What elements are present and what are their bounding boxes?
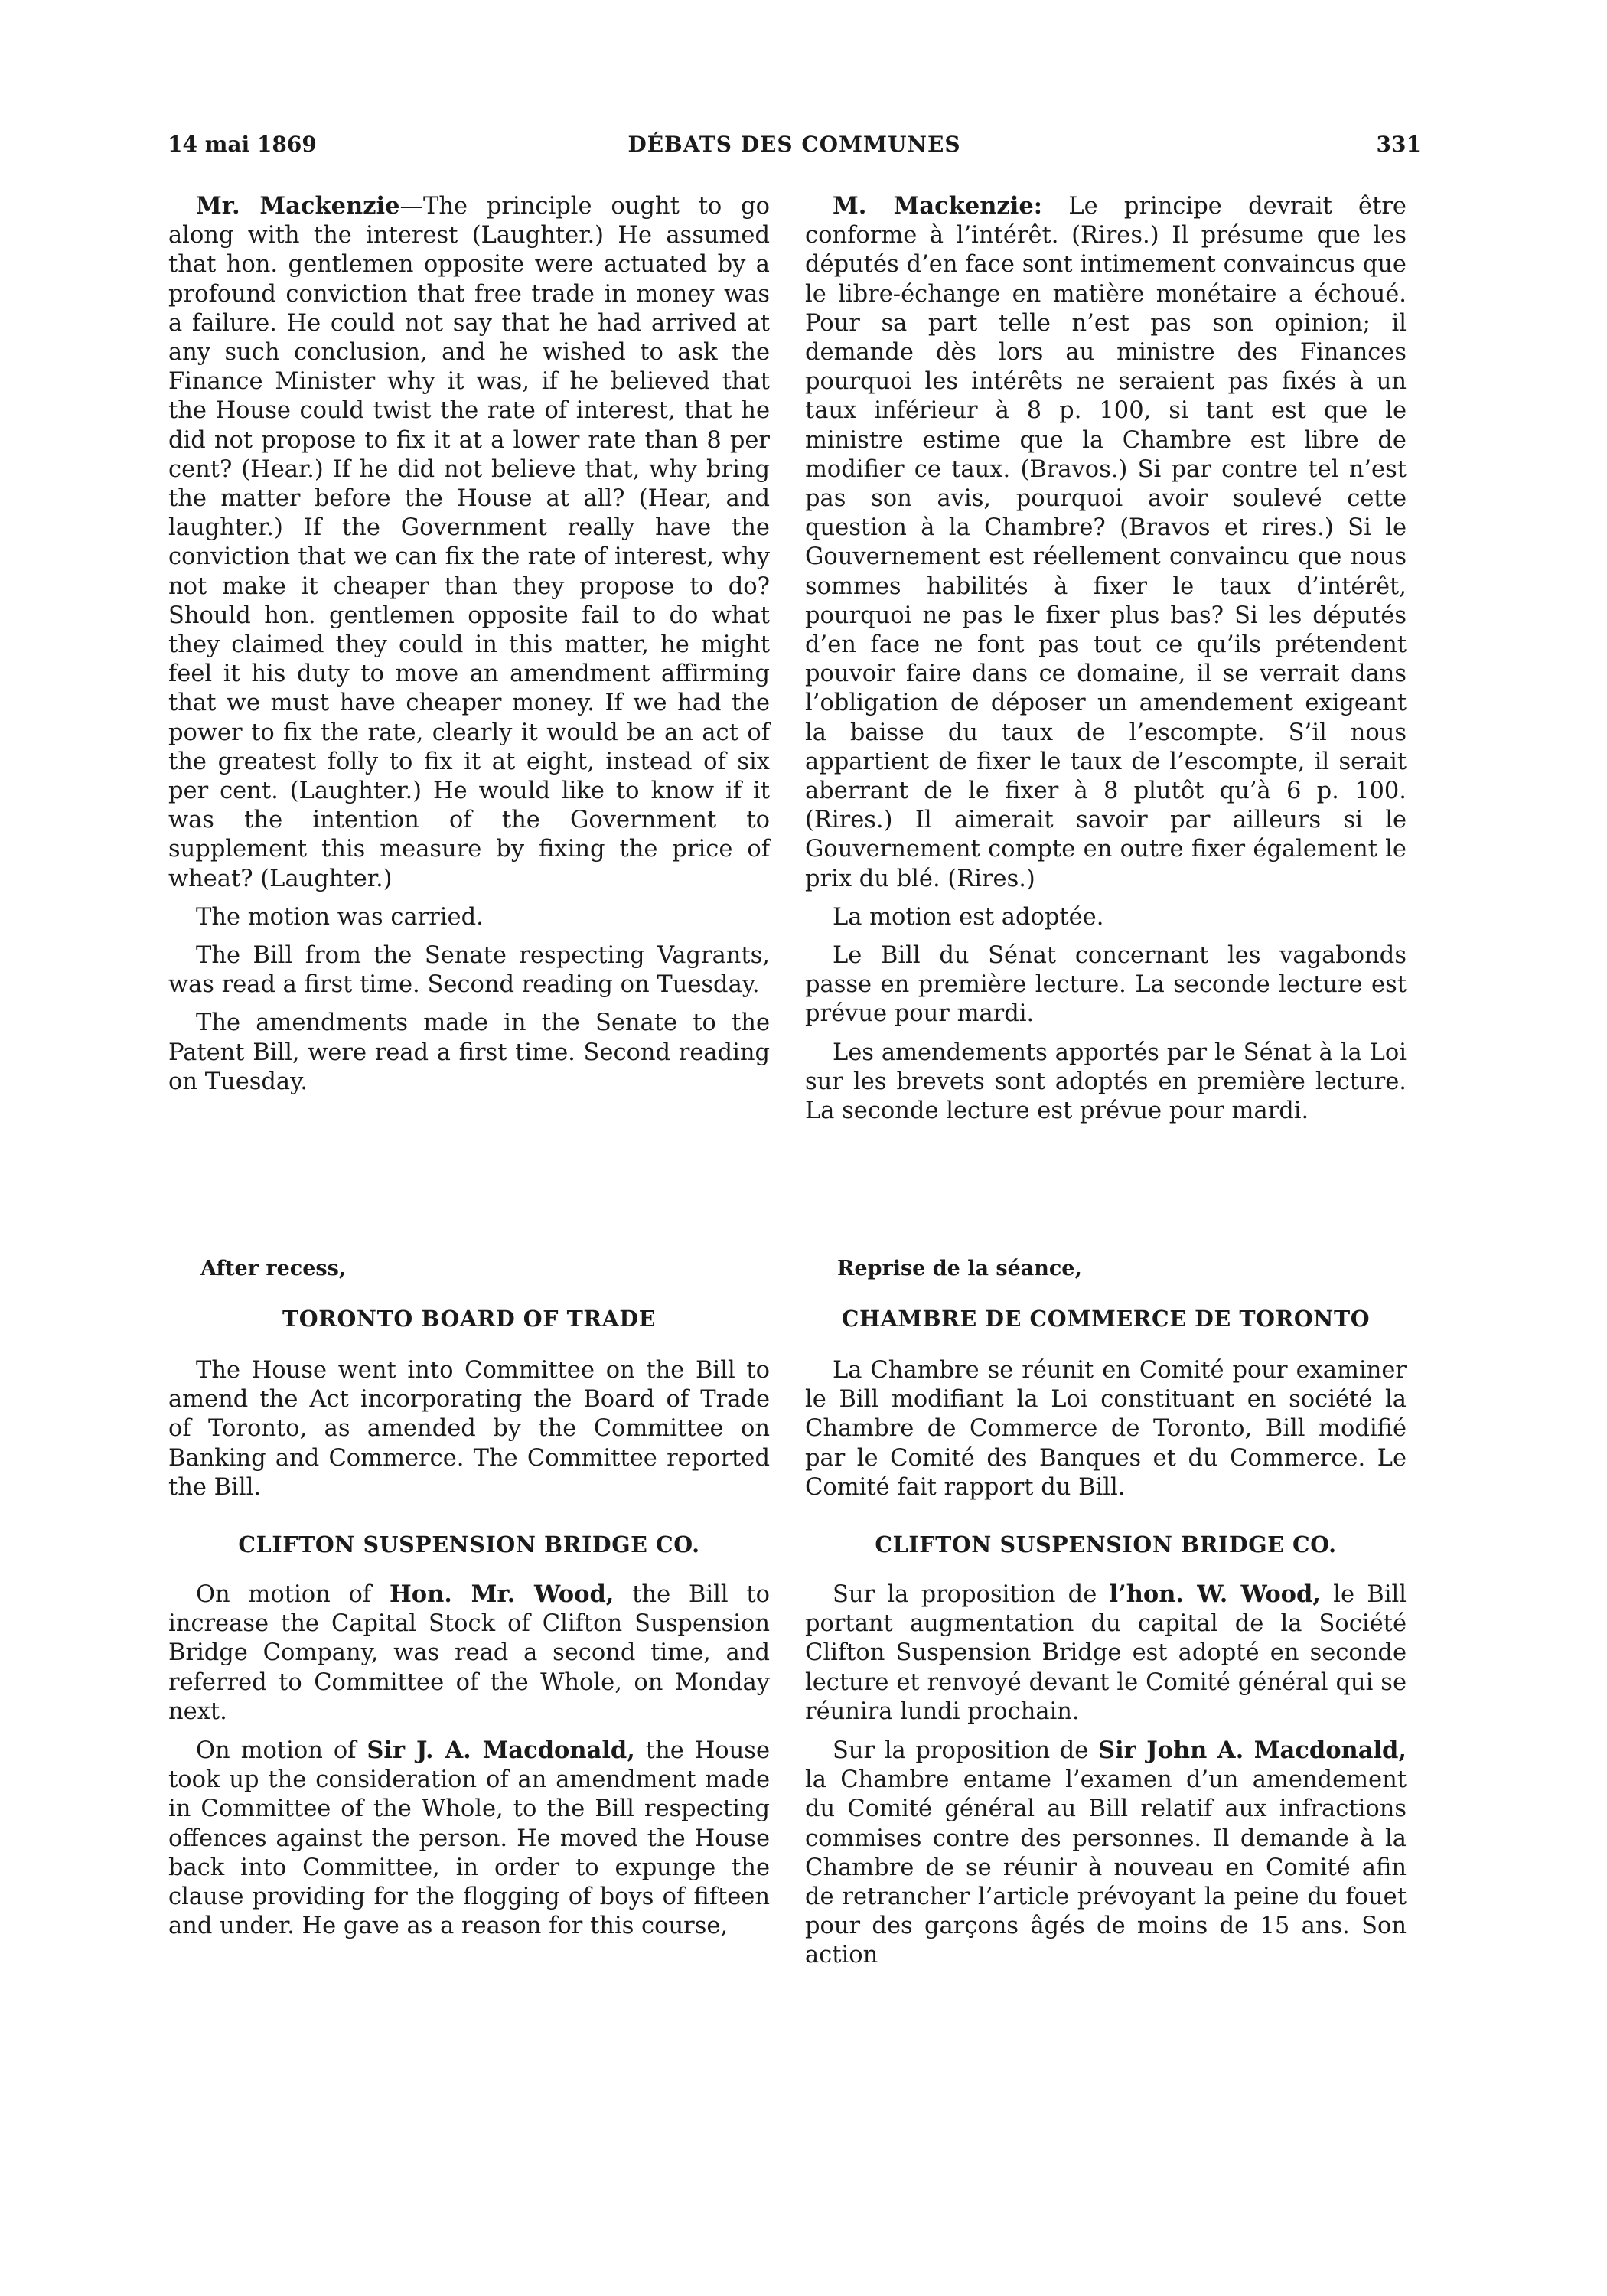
member-name: Hon. Mr. Wood, (389, 1580, 614, 1608)
recess-label-fr: Reprise de la séance, (837, 1257, 1082, 1280)
paragraph-text: On motion of (196, 1581, 390, 1608)
paragraph (805, 1736, 1407, 1971)
section-text-en (168, 1356, 770, 1512)
recess-label-en: After recess, (200, 1257, 347, 1280)
paragraph: The amendments made in the Senate to the Patent Bill, were read a first time. Second reading on Tuesday. (168, 1009, 770, 1095)
header-date: 14 mai 1869 (168, 132, 317, 157)
member-name: l’hon. W. Wood, (1109, 1580, 1321, 1608)
paragraph: La motion est adoptée. (833, 903, 1104, 931)
paragraph-text: le Bill portant augmentation du capital de la Société Clifton Suspension Bridge est adopté en seconde lecture et renvoyé devant le Comité général qui se réunira lundi prochain. (805, 1581, 1407, 1725)
section-heading-en: TORONTO BOARD OF TRADE (282, 1306, 657, 1332)
paragraph (805, 191, 1407, 894)
paragraph (168, 1580, 770, 1727)
header-title: DÉBATS DES COMMUNES (627, 132, 961, 157)
paragraph-text: On motion of (196, 1737, 367, 1765)
right-column-top (805, 191, 1407, 1135)
member-name: Sir J. A. Macdonald, (367, 1737, 635, 1765)
left-column-top (168, 191, 770, 1106)
section-heading-fr: CLIFTON SUSPENSION BRIDGE CO. (875, 1531, 1337, 1557)
paragraph-text: —The principle ought to go along with the interest (Laughter.) He assumed that hon. gentlemen opposite were actuated by a profound conviction that free trade in money was a failure. He could not say that he had arrived at any such conclusion, and he wished to ask the Finance Minister why it was, if he believed that the House could twist the rate of interest, that he did not propose to fix it at a lower rate than 8 per cent? (Hear.) If he did not believe that, why bring the matter before the House at all? (Hear, and laughter.) If the Government really have the conviction that we can fix the rate of interest, why not make it cheaper than they propose to do? Should hon. gentlemen opposite fail to do what they claimed they could in this matter, he might feel it his duty to move an amendment affirming that we must have cheaper money. If we had the power to fix the rate, clearly it would be an act of the greatest folly to fix it at eight, instead of six per cent. (Laughter.) He would like to know if it was the intention of the Government to supplement this measure by fixing the price of wheat? (Laughter.) (168, 193, 771, 892)
paragraph (168, 191, 770, 894)
paragraph-text: la Chambre entame l’examen d’un amendement du Comité général au Bill relatif aux infractions commises contre des personnes. Il demande à la Chambre de se réunir à nouveau en Comité afin de retrancher l’article prévoyant la peine du fouet pour des garçons âgés de moins de 15 ans. Son action (805, 1766, 1407, 1969)
speaker-name: M. Mackenzie: (833, 192, 1042, 220)
paragraph: Le Bill du Sénat concernant les vagabonds passe en première lecture. La seconde lecture est prévue pour mardi. (805, 942, 1407, 1028)
paragraph-text: the Bill to increase the Capital Stock of Clifton Suspension Bridge Company, was read a second time, and referred to Committee of the Whole, on Monday next. (168, 1581, 770, 1725)
section-text-fr (805, 1356, 1407, 1512)
paragraph (805, 1580, 1407, 1727)
paragraph (168, 1736, 770, 1941)
paragraph-text: Sur la proposition de (833, 1737, 1098, 1765)
section-text-fr (805, 1580, 1407, 1980)
paragraph: The House went into Committee on the Bill to amend the Act incorporating the Board of Trade of Toronto, as amended by the Committee on Banking and Commerce. The Committee reported the Bill. (168, 1357, 770, 1501)
paragraph: La Chambre se réunit en Comité pour examiner le Bill modifiant la Loi constituant en société la Chambre de Commerce de Toronto, Bill modifié par le Comité des Banques et du Commerce. Le Comité fait rapport du Bill. (805, 1357, 1407, 1501)
member-name: Sir John A. Macdonald, (1097, 1737, 1407, 1765)
page-number: 331 (1376, 132, 1421, 157)
page-header (168, 132, 1421, 162)
paragraph-text: Le principe devrait être conforme à l’intérêt. (Rires.) Il présume que les députés d’en face sont intimement convaincus que le libre-échange en matière monétaire a échoué. Pour sa part telle n’est pas son opinion; il demande dès lors au ministre des Finances pourquoi les intérêts ne seraient pas fixés à un taux inférieur à 8 p. 100, si tant est que le ministre estime que la Chambre est libre de modifier ce taux. (Bravos.) Si par contre tel n’est pas son avis, pourquoi avoir soulevé cette question à la Chambre? (Bravos et rires.) Si le Gouvernement est réellement convaincu que nous sommes habilités à fixer le taux d’intérêt, pourquoi ne pas le fixer plus bas? Si les députés d’en face ne font pas tout ce qu’ils prétendent pouvoir faire dans ce domaine, il se verrait dans l’obligation de déposer un amendement exigeant la baisse du taux de l’escompte. S’il nous appartient de fixer le taux de l’escompte, il serait aberrant de le fixer à 8 plutôt qu’à 6 p. 100. (Rires.) Il aimerait savoir par ailleurs si le Gouvernement compte en outre fixer également le prix du blé. (Rires.) (805, 193, 1407, 892)
section-heading-en: CLIFTON SUSPENSION BRIDGE CO. (238, 1531, 700, 1557)
paragraph: The motion was carried. (196, 903, 484, 931)
speaker-name: Mr. Mackenzie (196, 192, 400, 220)
paragraph-text: Sur la proposition de (833, 1581, 1110, 1608)
paragraph-text: the House took up the consideration of an amendment made in Committee of the Whole, to the Bill respecting offences against the person. He moved the House back into Committee, in order to expunge the clause providing for the flogging of boys of fifteen and under. He gave as a reason for this course, (168, 1737, 771, 1940)
section-heading-fr: CHAMBRE DE COMMERCE DE TORONTO (841, 1306, 1371, 1332)
paragraph: Les amendements apportés par le Sénat à la Loi sur les brevets sont adoptés en première lecture. La seconde lecture est prévue pour mardi. (805, 1039, 1407, 1125)
paragraph: The Bill from the Senate respecting Vagrants, was read a first time. Second reading on Tuesday. (168, 942, 770, 999)
section-text-en (168, 1580, 770, 1950)
